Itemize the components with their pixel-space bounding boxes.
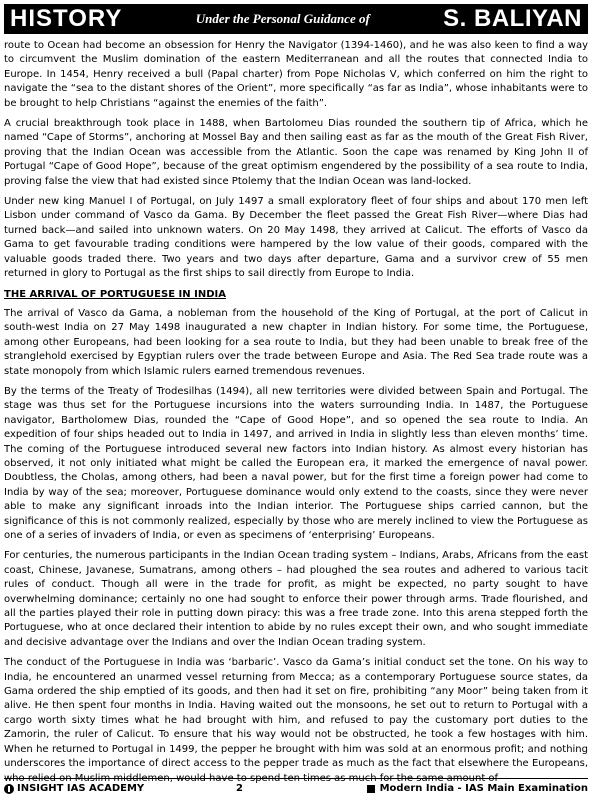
page-number: 2 bbox=[236, 783, 243, 794]
black-square-icon bbox=[367, 785, 375, 793]
document-body bbox=[4, 39, 588, 792]
footer-academy bbox=[4, 783, 224, 794]
header-author: S. BALIYAN bbox=[443, 5, 582, 32]
header-guidance: Under the Personal Guidance of bbox=[195, 11, 370, 26]
paragraph: Under new king Manuel I of Portugal, on July 1497 a small exploratory fleet of four ships and about 170 men left Lisbon under command of Vasco da Gama. By December the fleet passed the Great Fish River—where Dias had turned back—and sailed into unknown waters. On 20 May 1498, they arrived at Calicut. The efforts of Vasco da Gama to get favourable trading conditions were hampered by the low value of their goods, compared with the valuable goods traded there. Two years and two days after departure, Gama and a survivor crew of 55 men returned in glory to Portugal as the first ships to sail directly from Europe to India. bbox=[4, 196, 588, 280]
paragraph: route to Ocean had become an obsession for Henry the Navigator (1394-1460), and he was also keen to find a way to circumvent the Muslim domination of the eastern Mediterranean and all the routes that connected India to Europe. In 1454, Henry received a bull (Papal charter) from Pope Nicholas V, which conferred on him the right to navigate the “sea to the distant shores of the Orient”, more specifically “as far as India”, whose inhabitants were to be brought to help Christians “against the enemies of the faith”. bbox=[4, 40, 588, 109]
paragraph: A crucial breakthrough took place in 1488, when Bartolomeu Dias rounded the southern tip of Africa, which he named “Cape of Storms”, anchoring at Mossel Bay and then sailing east as far as the mouth of the Great Fish River, proving that the Indian Ocean was accessible from the Atlantic. Soon the cape was renamed by King John II of Portugal “Cape of Good Hope”, because of the great optimism engendered by the possibility of a sea route to India, proving false the view that had existed since Ptolemy that the Indian Ocean was land-locked. bbox=[4, 118, 588, 187]
header-subject: HISTORY bbox=[10, 5, 123, 32]
insight-logo-icon bbox=[4, 784, 14, 794]
page-header bbox=[4, 4, 588, 34]
paragraph: The arrival of Vasco da Gama, a nobleman from the household of the King of Portugal, at the port of Calicut in south-west India on 27 May 1498 inaugurated a new chapter in Indian history. For some time, the Portuguese, among other Europeans, had been looking for a sea route to India, but they had been unable to break free of the stranglehold exercised by Egyptian rulers over the trade between Europe and Asia. The Red Sea trade route was a state monopoly from which Islamic rulers earned tremendous revenues. bbox=[4, 307, 588, 377]
paragraph: The conduct of the Portuguese in India was ‘barbaric’. Vasco da Gama’s initial conduct set the tone. On his way to India, he encountered an unarmed vessel returning from Mecca; as a contemporary Portuguese source states, da Gama ordered the ship emptied of its goods, and then had it set on fire, prohibiting “any Moor” being taken from it alive. He then spent four months in India. Having waited out the monsoons, he set out to return to Portugal with a cargo worth sixty times what he had brought with him, and refused to pay the customary port duties to the Zamorin, the ruler of Calicut. To ensure that his way would not be obstructed, he took a few hostages with him. When he returned to Portugal in 1499, the pepper he brought with him was sold at an enormous profit; and nothing underscores the importance of direct access to the pepper trade as much as the fact that elsewhere the Europeans, who relied on Muslim middlemen, would have to spend ten times as much for the same amount of bbox=[4, 657, 588, 784]
page-footer bbox=[4, 778, 588, 796]
section-heading: THE ARRIVAL OF PORTUGUESE IN INDIA bbox=[4, 288, 226, 300]
footer-academy-name: INSIGHT IAS ACADEMY bbox=[17, 783, 145, 794]
paragraph: By the terms of the Treaty of Trodesilhas (1494), all new territories were divided between Spain and Portugal. The stage was thus set for the Portuguese incursions into the waters surrounding India. In 1487, the Portuguese navigator, Bartholomew Dias, rounded the “Cape of Good Hope”, and so opened the sea route to India. An expedition of four ships headed out to India in 1497, and arrived in India in slightly less than eleven months’ time. The coming of the Portuguese introduced several new factors into Indian history. As almost every historian has observed, it not only initiated what might be called the European era, it marked the emergence of naval power. Doubtless, the Cholas, among others, had been a naval power, but for the first time a foreign power had come to India by way of the sea; moreover, Portuguese dominance would only extend to the coasts, since they were never able to make any significant inroads into the Indian interior. The Portuguese ships carried cannon, but the significance of this is not commonly realized, especially by those who are merely inclined to view the Portuguese as one of a series of invaders of India, or even as specimens of ‘enterprising’ Europeans. bbox=[4, 385, 588, 541]
paragraph: For centuries, the numerous participants in the Indian Ocean trading system – Indians, Arabs, Africans from the east coast, Chinese, Javanese, Sumatrans, among others – had ploughed the sea routes and adhered to various tacit rules of conduct. Though all were in the trade for profit, as might be expected, no party sought to have overwhelming dominance; certainly no one had sought to enforce their power through arms. Trade flourished, and all the parties played their role in putting down piracy: this was a free trade zone. Into this arena stepped forth the Portuguese, who at once declared their intention to abide by no rules except their own, and who sought immediate and decisive advantage over the Indians and over the Indian Ocean trading system. bbox=[4, 550, 588, 648]
footer-course bbox=[367, 783, 588, 794]
footer-course-title: Modern India - IAS Main Examination bbox=[379, 783, 588, 794]
